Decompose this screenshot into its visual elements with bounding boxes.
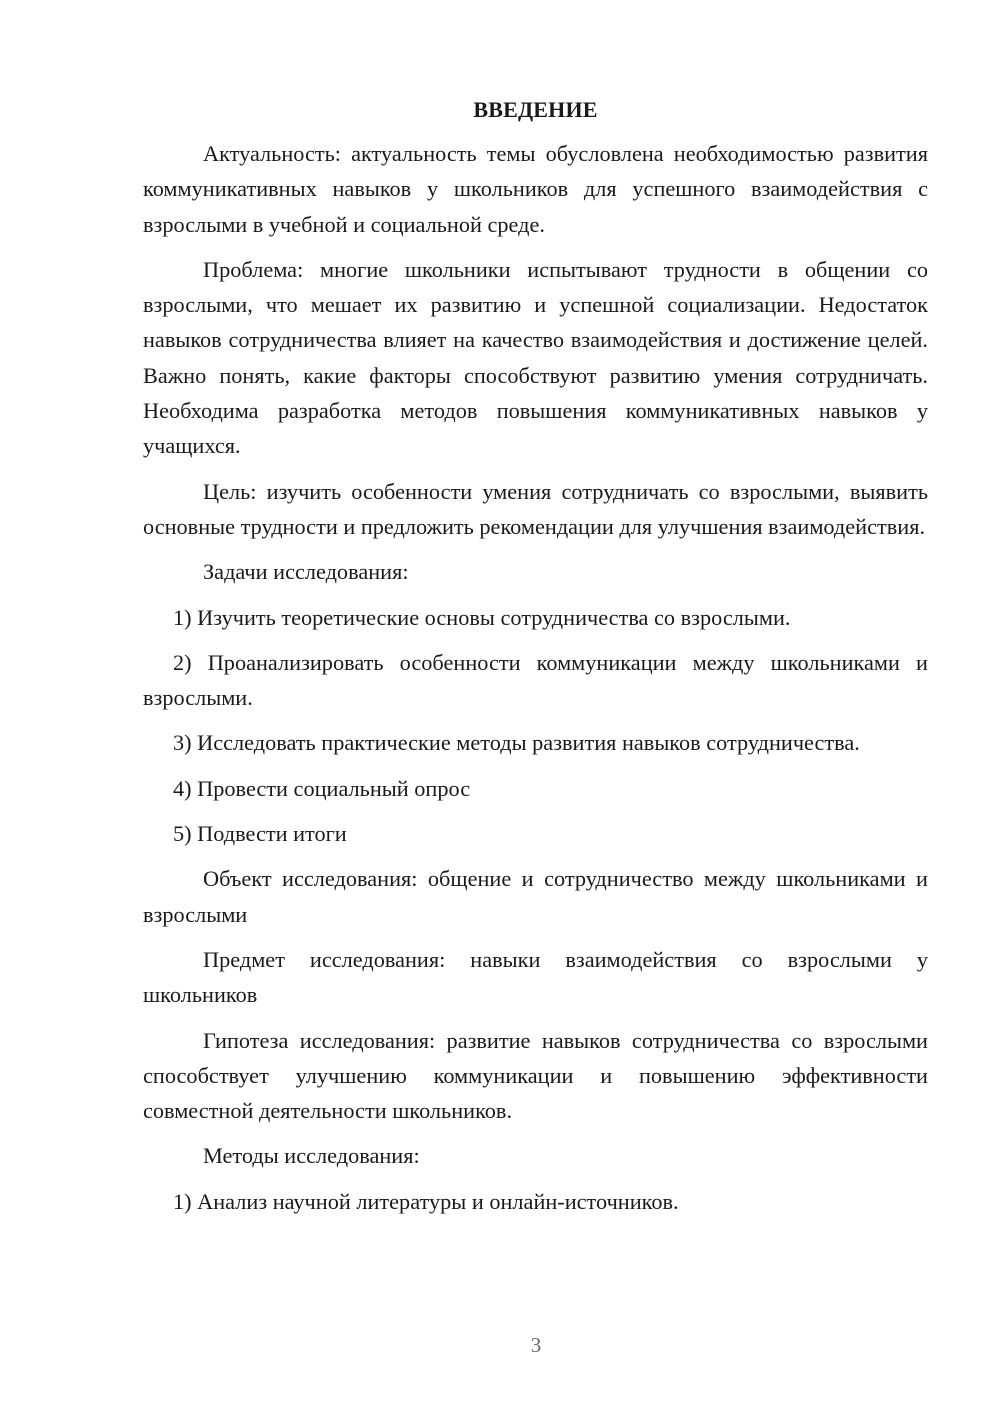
- method-item-1: 1) Анализ научной литературы и онлайн-источников.: [173, 1188, 679, 1214]
- page-number: 3: [530, 1333, 542, 1357]
- subject-paragraph: Предмет исследования: навыки взаимодействия со взрослыми у школьников: [143, 946, 928, 1008]
- methods-heading: Методы исследования:: [203, 1143, 420, 1169]
- task-item-4: 4) Провести социальный опрос: [173, 775, 471, 801]
- problem-paragraph: Проблема: многие школьники испытывают трудности в общении со взрослыми, что мешает их развитию и успешной социализации. Недостаток навыков сотрудничества влияет на качество взаимодействия и достижение целей. Важно понять, какие факторы способствуют развитию умения сотрудничать. Необходима разработка методов повышения коммуникативных навыков у учащихся.: [143, 256, 928, 459]
- task-item-5: 5) Подвести итоги: [173, 821, 347, 847]
- document-page: [143, 94, 928, 1229]
- tasks-heading: Задачи исследования:: [203, 559, 409, 585]
- task-item-2: 2) Проанализировать особенности коммуникации между школьниками и взрослыми.: [143, 649, 928, 711]
- task-item-1: 1) Изучить теоретические основы сотрудничества со взрослыми.: [173, 604, 791, 630]
- section-title: ВВЕДЕНИЕ: [473, 97, 598, 122]
- hypothesis-paragraph: Гипотеза исследования: развитие навыков сотрудничества со взрослыми способствует улучшению коммуникации и повышению эффективности совместной деятельности школьников.: [143, 1027, 928, 1124]
- relevance-paragraph: Актуальность: актуальность темы обусловлена необходимостью развития коммуникативных навыков у школьников для успешного взаимодействия с взрослыми в учебной и социальной среде.: [143, 141, 928, 237]
- goal-paragraph: Цель: изучить особенности умения сотрудничать со взрослыми, выявить основные трудности и предложить рекомендации для улучшения взаимодействия.: [143, 478, 928, 539]
- task-item-3: 3) Исследовать практические методы развития навыков сотрудничества.: [173, 730, 860, 756]
- object-paragraph: Объект исследования: общение и сотрудничество между школьниками и взрослыми: [143, 866, 928, 927]
